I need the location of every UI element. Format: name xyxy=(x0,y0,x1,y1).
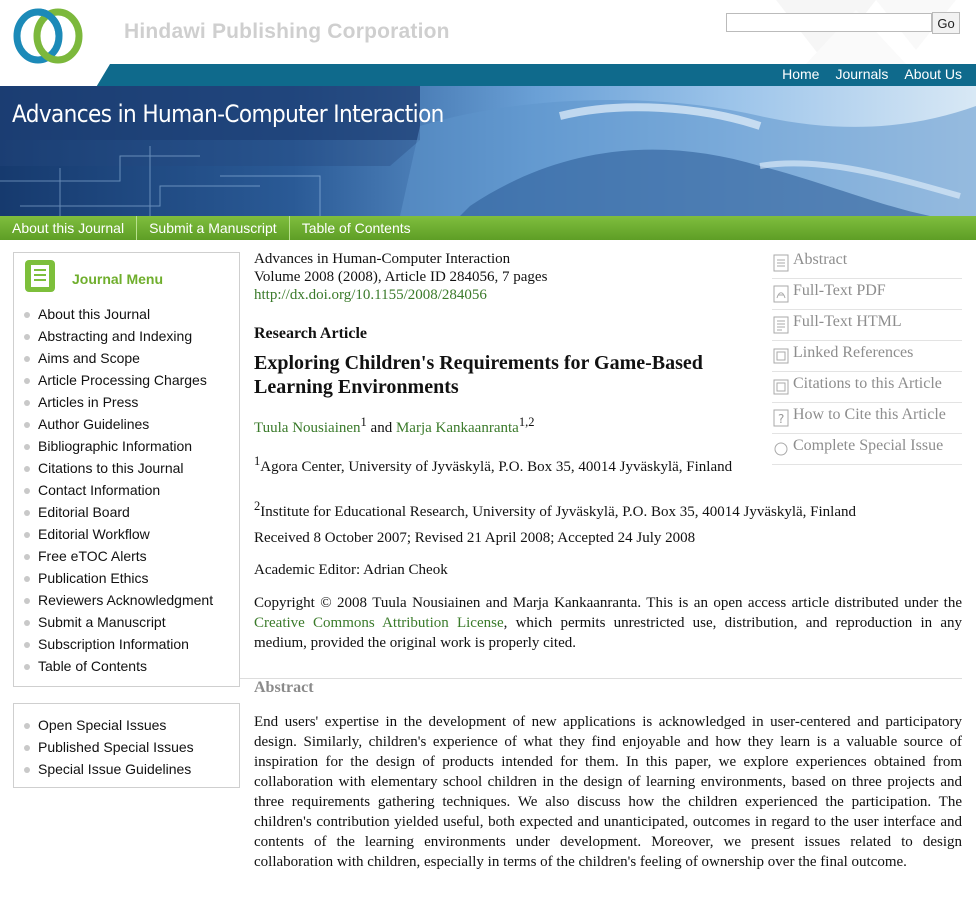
menu-item-citations[interactable]: Citations to this Journal xyxy=(24,457,213,479)
menu-item-contact[interactable]: Contact Information xyxy=(24,479,213,501)
banner-title: Advances in Human-Computer Interaction xyxy=(12,100,444,128)
author-link[interactable]: Marja Kankaanranta xyxy=(395,420,519,436)
bullet-icon xyxy=(24,664,30,670)
special-issues-list xyxy=(24,714,194,780)
link-linked-references[interactable]: Linked References xyxy=(772,341,962,372)
bullet-icon xyxy=(24,745,30,751)
decorative-pattern xyxy=(656,0,976,64)
article-type: Research Article xyxy=(254,325,367,342)
link-abstract[interactable]: Abstract xyxy=(772,248,962,279)
nav-wedge xyxy=(0,64,110,86)
bullet-icon xyxy=(24,444,30,450)
linked-references-icon xyxy=(773,347,789,365)
citations-icon xyxy=(773,378,789,396)
svg-text:?: ? xyxy=(778,412,785,426)
menu-item-open-special[interactable]: Open Special Issues xyxy=(24,714,194,736)
doi-link[interactable]: http://dx.doi.org/10.1155/2008/284056 xyxy=(254,287,487,303)
menu-item-subscription[interactable]: Subscription Information xyxy=(24,633,213,655)
menu-item-author-guidelines[interactable]: Author Guidelines xyxy=(24,413,213,435)
question-icon xyxy=(773,409,789,427)
author-sup: 1,2 xyxy=(518,415,535,429)
bullet-icon xyxy=(24,312,30,318)
menu-item-published-special[interactable]: Published Special Issues xyxy=(24,736,194,758)
menu-item-etoc[interactable]: Free eTOC Alerts xyxy=(24,545,213,567)
menu-item-toc[interactable]: Table of Contents xyxy=(24,655,213,677)
document-icon xyxy=(773,254,789,272)
menu-item-in-press[interactable]: Articles in Press xyxy=(24,391,213,413)
top-nav xyxy=(0,64,976,86)
go-button[interactable]: Go xyxy=(932,12,960,34)
special-issues-menu xyxy=(13,703,240,788)
license-link[interactable]: Creative Commons Attribution License xyxy=(254,615,504,631)
bullet-icon xyxy=(24,532,30,538)
menu-item-ethics[interactable]: Publication Ethics xyxy=(24,567,213,589)
link-citations[interactable]: Citations to this Article xyxy=(772,372,962,403)
journal-nav-about[interactable]: About this Journal xyxy=(0,216,137,240)
bullet-icon xyxy=(24,488,30,494)
menu-item-special-guidelines[interactable]: Special Issue Guidelines xyxy=(24,758,194,780)
affiliation-2: $^2$Institute for Educational Research, University of Jyväskylä, P.O. Box 35, 40014 Jyväskylä, Finland xyxy=(254,499,856,520)
bullet-icon xyxy=(24,620,30,626)
bullet-icon xyxy=(24,598,30,604)
volume-info: Volume 2008 (2008), Article ID 284056, 7 pages xyxy=(254,269,548,285)
copyright: Copyright © 2008 Tuula Nousiainen and Marja Kankaanranta. This is an open access article distributed under the Creative Commons Attribution License, which permits unrestricted use, distribution, and reproduction in any medium, provided the original work is properly cited. xyxy=(254,595,962,651)
journal-menu-list xyxy=(24,303,213,677)
menu-item-about-journal[interactable]: About this Journal xyxy=(24,303,213,325)
author-sup: 1 xyxy=(360,415,367,429)
journal-name: Advances in Human-Computer Interaction xyxy=(254,251,511,267)
bullet-icon xyxy=(24,378,30,384)
journal-banner xyxy=(0,86,976,216)
journal-nav-submit[interactable]: Submit a Manuscript xyxy=(137,216,290,240)
menu-item-reviewers[interactable]: Reviewers Acknowledgment xyxy=(24,589,213,611)
journal-menu-header xyxy=(24,257,231,297)
academic-editor: Academic Editor: Adrian Cheok xyxy=(254,562,448,578)
special-issue-icon xyxy=(773,440,789,458)
bullet-icon xyxy=(24,767,30,773)
link-how-to-cite[interactable]: ? How to Cite this Article xyxy=(772,403,962,434)
bullet-icon xyxy=(24,554,30,560)
menu-item-editorial-workflow[interactable]: Editorial Workflow xyxy=(24,523,213,545)
author-and: and xyxy=(370,420,393,436)
article-title: Exploring Children's Requirements for Game-Based Learning Environments xyxy=(254,352,703,398)
header xyxy=(0,0,976,64)
hindawi-rings-icon xyxy=(12,6,86,68)
nav-home[interactable]: Home xyxy=(782,66,820,82)
journal-nav-toc[interactable]: Table of Contents xyxy=(301,220,411,236)
abstract-heading: Abstract xyxy=(240,678,962,703)
menu-item-abstracting[interactable]: Abstracting and Indexing xyxy=(24,325,213,347)
journal-nav xyxy=(0,216,976,240)
abstract-text: End users' expertise in the development of new applications is acknowledged in user-centered and participatory design. Similarly, children's experience of what they find enjoyable and how they learn is a valuable source of inspiration for the design of products intended for them. In this paper, we explore experiences obtained from collaboration with elementary school children in the design of learning environments, based on three projects and three requirements gathering techniques. We also discuss how the children experienced the participation. The children's contribution yielded useful, both expected and unanticipated, outcomes in regard to the user interface and contents of the learning environments under development. Moreover, we present issues related to design collaboration with children, especially in terms of the children's feeling of ownership over the final outcome. xyxy=(254,714,962,870)
bullet-icon xyxy=(24,642,30,648)
menu-item-editorial-board[interactable]: Editorial Board xyxy=(24,501,213,523)
bullet-icon xyxy=(24,466,30,472)
journal-menu-title: Journal Menu xyxy=(72,271,164,287)
bullet-icon xyxy=(24,400,30,406)
nav-about-us[interactable]: About Us xyxy=(904,66,962,82)
menu-item-aims[interactable]: Aims and Scope xyxy=(24,347,213,369)
bullet-icon xyxy=(24,576,30,582)
link-html[interactable]: Full-Text HTML xyxy=(772,310,962,341)
bullet-icon xyxy=(24,356,30,362)
bullet-icon xyxy=(24,422,30,428)
search-input[interactable] xyxy=(726,13,932,32)
bullet-icon xyxy=(24,334,30,340)
menu-item-bibliographic[interactable]: Bibliographic Information xyxy=(24,435,213,457)
author-link[interactable]: Tuula Nousiainen xyxy=(254,420,361,436)
pdf-icon xyxy=(773,285,789,303)
link-special-issue[interactable]: Complete Special Issue xyxy=(772,434,962,465)
authors xyxy=(254,415,534,437)
html-document-icon xyxy=(773,316,789,334)
bullet-icon xyxy=(24,510,30,516)
link-pdf[interactable]: Full-Text PDF xyxy=(772,279,962,310)
journal-menu xyxy=(13,252,240,687)
bullet-icon xyxy=(24,723,30,729)
menu-item-submit[interactable]: Submit a Manuscript xyxy=(24,611,213,633)
article-dates: Received 8 October 2007; Revised 21 April 2008; Accepted 24 July 2008 xyxy=(254,530,696,546)
article-tools xyxy=(772,248,962,465)
menu-document-icon xyxy=(24,259,56,293)
nav-journals[interactable]: Journals xyxy=(835,66,889,82)
affiliation-1: $^1$Agora Center, University of Jyväskylä, P.O. Box 35, 40014 Jyväskylä, Finland xyxy=(254,454,733,475)
publisher-name[interactable]: Hindawi Publishing Corporation xyxy=(124,20,450,43)
menu-item-apc[interactable]: Article Processing Charges xyxy=(24,369,213,391)
